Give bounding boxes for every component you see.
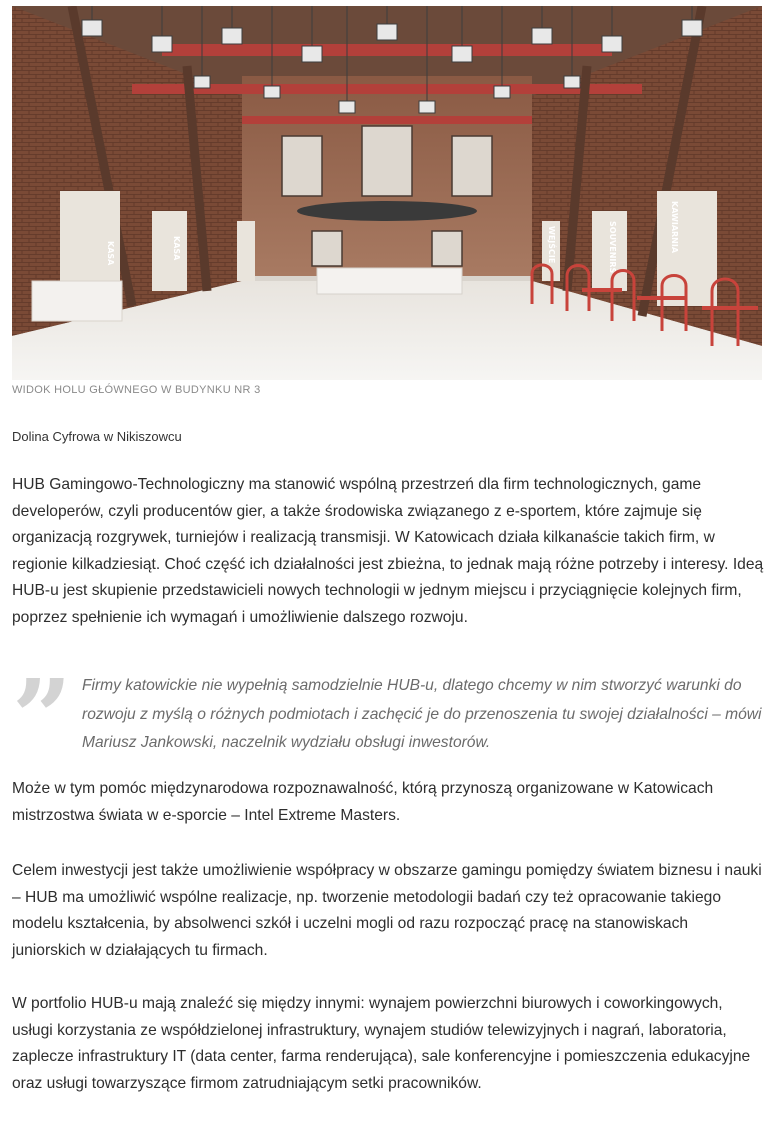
hall-illustration — [12, 6, 762, 380]
suspended-ring — [297, 201, 477, 221]
paragraph-portfolio: W portfolio HUB-u mają znaleźć się między innymi: wynajem powierzchni biurowych i coworkingowych, usługi korzystania ze współdzielonej infrastruktury, wynajem studiów telewizyjnych i nagrań, laboratoria, zaplecze infrastruktury IT (data center, farma renderująca), sale konferencyjne i pomieszczenia edukacyjne oraz usługi towarzyszące firmom zatrudniającym setki pracowników. — [12, 995, 751, 1092]
sign-kawiarnia: KAWIARNIA — [670, 201, 679, 254]
reception-desk — [317, 268, 462, 294]
sign-wejscie: WEJŚCIE — [547, 226, 556, 264]
sign-souvenirs: SOUVENIRS — [608, 221, 617, 274]
paragraph-intro: HUB Gamingowo-Technologiczny ma stanowić wspólną przestrzeń dla firm technologicznych, game developerów, czyli producentów gier, a także środowiska związanego z e-sportem, które zajmuje się organizacją rozgrywek, turniejów i realizacją transmisji. W Katowicach działa kilkanaście takich firm, w regionie kilkadziesiąt. Choć część ich działalności jest zbieżna, to jednak mają różne potrzeby i interesy. Ideą HUB-u jest skupienie przedstawicieli nowych technologii w jednym miejscu i przyciągnięcie kolejnych firm, poprzez spełnienie ich wymagań i umożliwienie dalszego rozwoju. — [12, 476, 764, 626]
location-label: Dolina Cyfrowa w Nikiszowcu — [12, 429, 182, 444]
sign-kasa-2: KASA — [172, 236, 181, 261]
image-caption: WIDOK HOLU GŁÓWNEGO W BUDYNKU NR 3 — [12, 384, 261, 396]
counter-left — [32, 281, 122, 321]
paragraph-cooperation: Celem inwestycji jest także umożliwienie współpracy w obszarze gamingu pomiędzy światem biznesu i nauki – HUB ma umożliwić wspólne realizacje, np. tworzenie metodologii badań czy też opracowanie takiego modelu kształcenia, by absolwenci szkół i uczelni mogli od razu rozpocząć pracę na stanowiskach juniorskich w działających tu firmach. — [12, 862, 762, 959]
quote-text: Firmy katowickie nie wypełnią samodzielnie HUB-u, dlatego chcemy w nim stworzyć warunki do rozwoju z myślą o różnych podmiotach i zachęcić je do przenoszenia tu swojej działalności – mówi Mariusz Jankowski, naczelnik wydziału obsługi inwestorów. — [82, 677, 762, 751]
hero-image — [12, 6, 762, 380]
quote-mark-icon: ” — [12, 656, 72, 779]
blockquote — [12, 656, 764, 779]
sign-kasa-1: KASA — [106, 241, 115, 266]
paragraph-recognition: Może w tym pomóc międzynarodowa rozpoznawalność, którą przynoszą organizowane w Katowicach mistrzostwa świata w e-sporcie – Intel Extreme Masters. — [12, 780, 714, 824]
